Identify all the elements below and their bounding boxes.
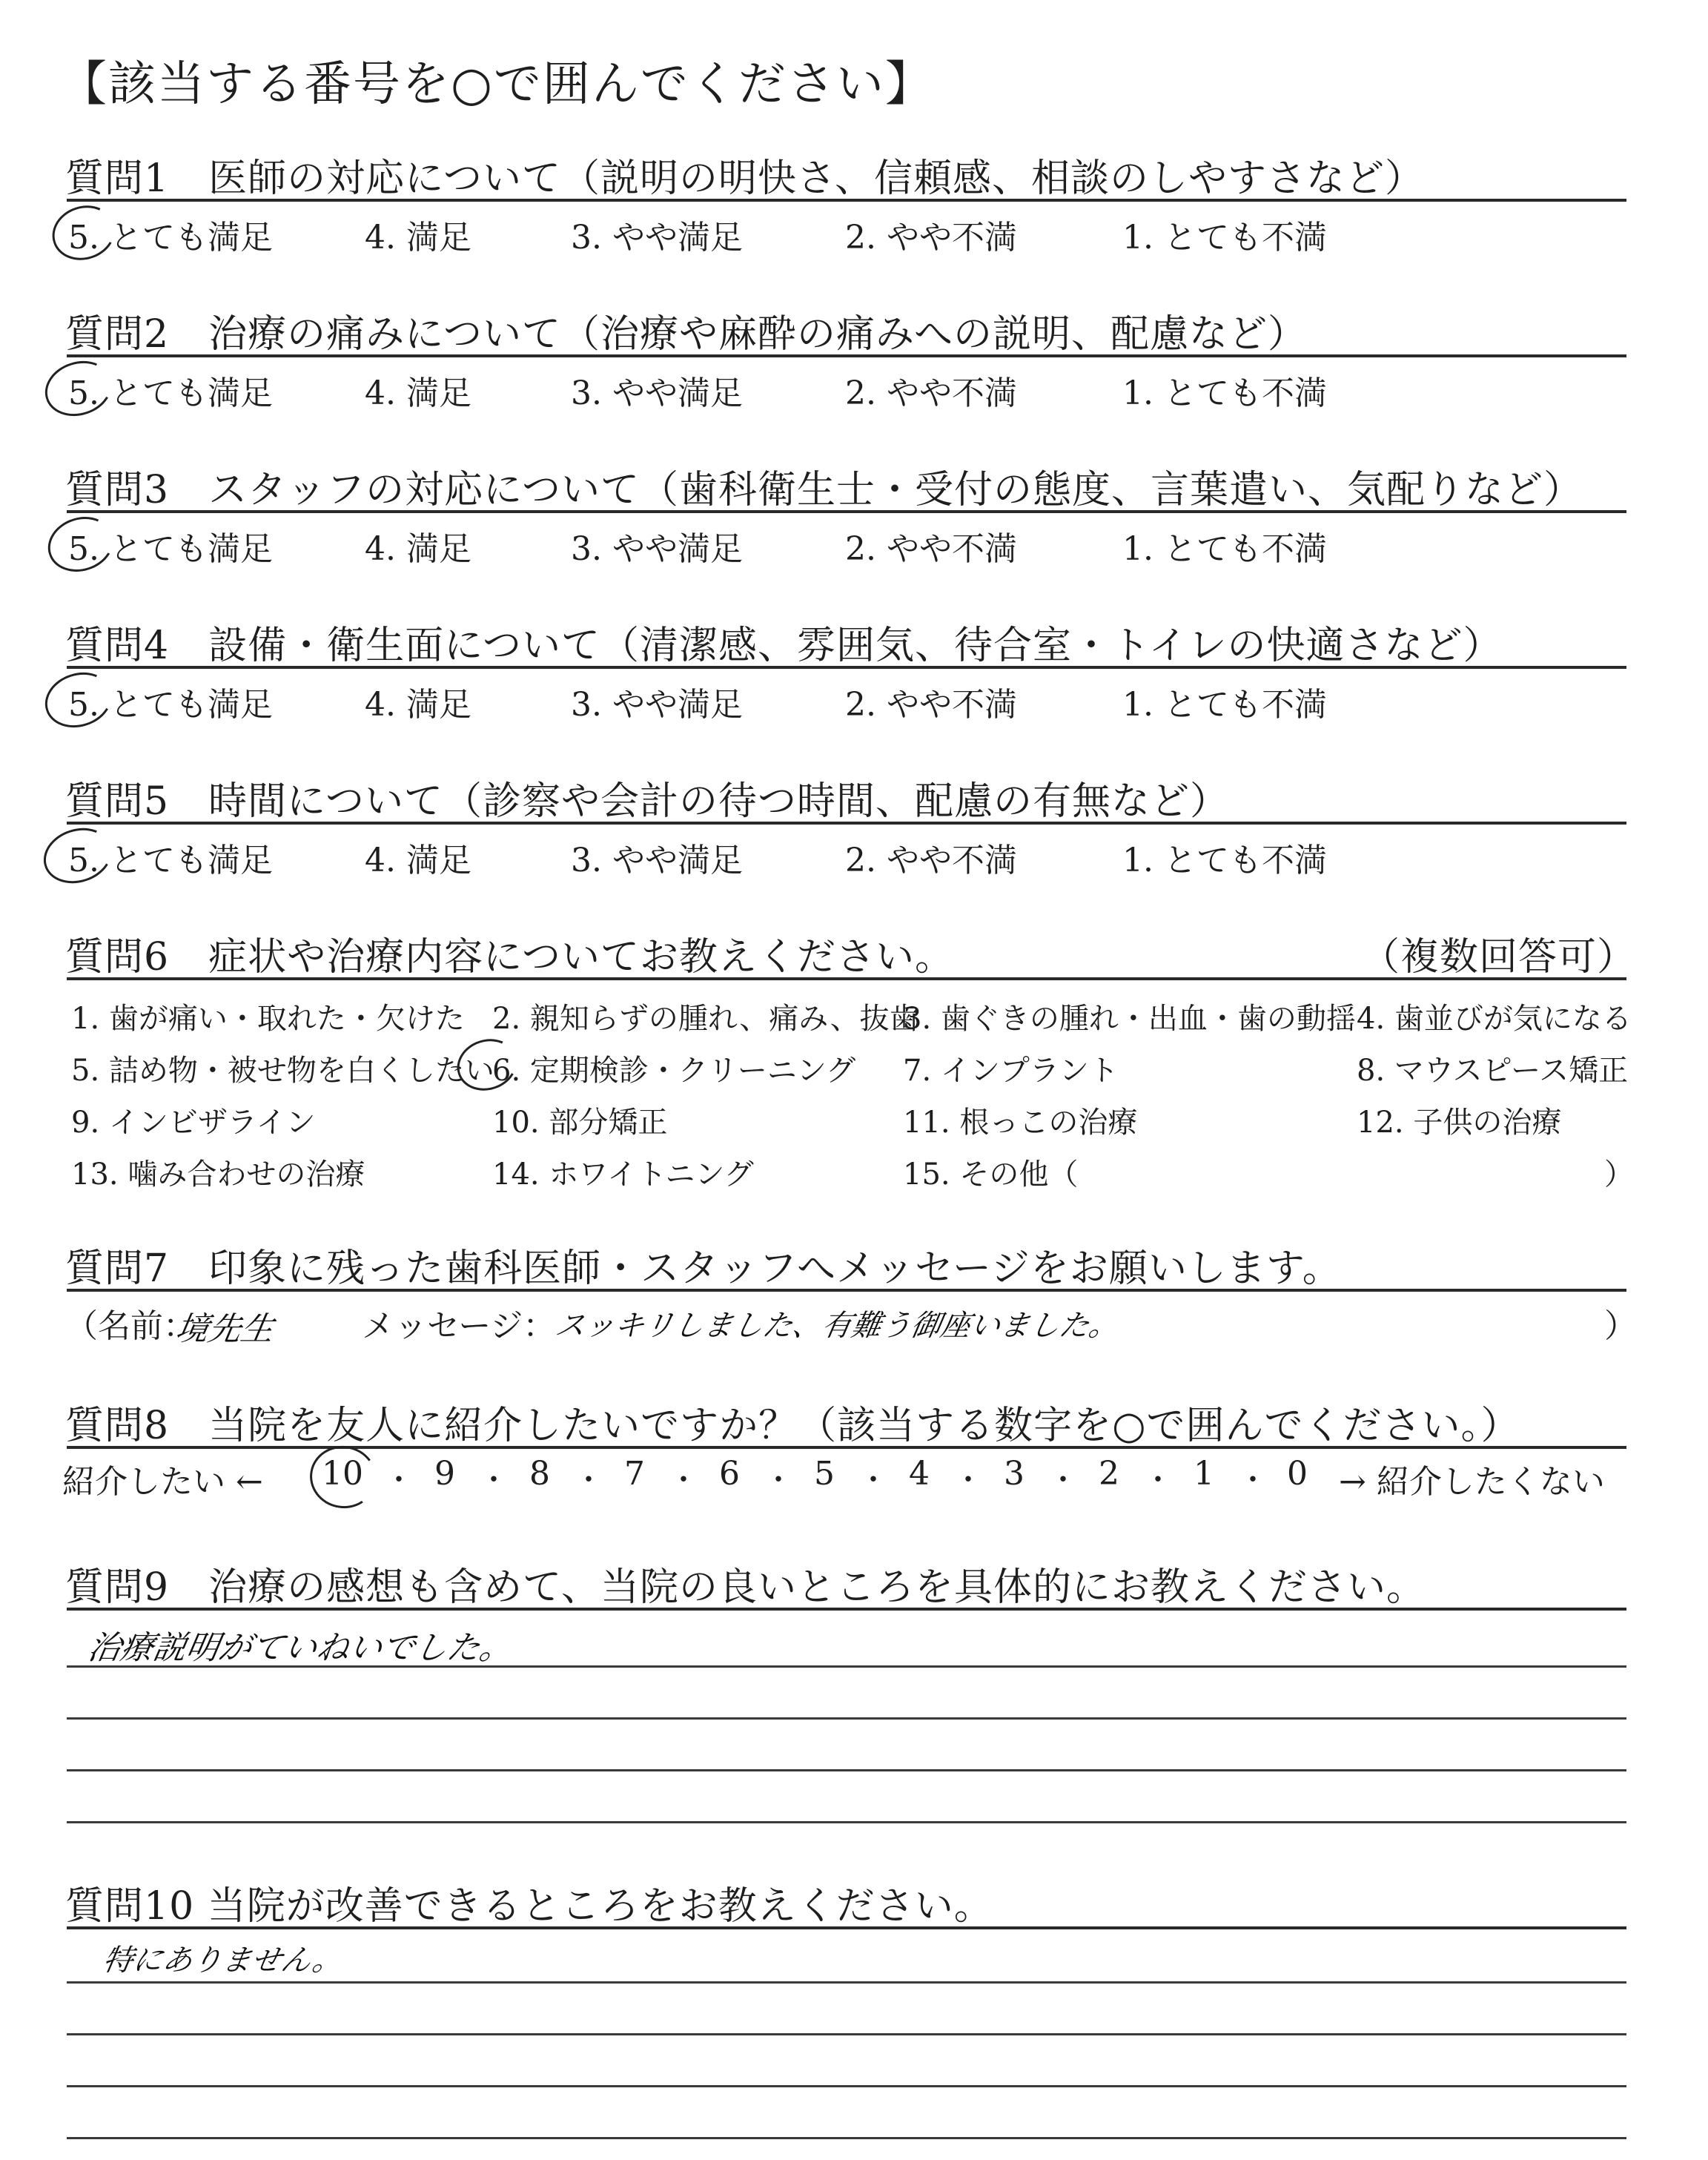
q3-option-1[interactable]: 1. とても不満	[1122, 530, 1327, 568]
scale-separator: ・	[479, 1463, 509, 1497]
instruction-header: 【該当する番号を○で囲んでください】	[59, 57, 934, 112]
question-10-rule	[67, 1926, 1626, 1929]
scale-separator: ・	[1143, 1463, 1173, 1497]
question-5-title: 質問5 時間について（診察や会計の待つ時間、配慮の有無など）	[65, 779, 1230, 824]
scale-separator: ・	[953, 1463, 983, 1497]
q7-close-paren: ）	[1604, 1307, 1637, 1345]
question-6-note: （複数回答可）	[1361, 935, 1637, 980]
q6-item-9[interactable]: 9. インビザライン	[71, 1106, 316, 1140]
q6-item-3[interactable]: 3. 歯ぐきの腫れ・出血・歯の動揺	[903, 1002, 1356, 1036]
answer-line	[67, 1717, 1626, 1720]
q6-item-11[interactable]: 11. 根っこの治療	[903, 1106, 1138, 1140]
q5-option-3[interactable]: 3. やや満足	[571, 842, 743, 879]
q1-option-4[interactable]: 4. 満足	[365, 219, 471, 257]
q9-answer[interactable]: 治療説明がていねいでした。	[85, 1629, 516, 1667]
q1-option-2[interactable]: 2. やや不満	[845, 219, 1017, 257]
answer-line	[67, 2137, 1626, 2139]
q6-item-2[interactable]: 2. 親知らずの腫れ、痛み、抜歯	[492, 1002, 919, 1036]
scale-6[interactable]: 6	[719, 1455, 740, 1493]
message-value[interactable]: スッキリしました、有難う御座いました。	[552, 1309, 1122, 1343]
q6-item-15-close: ）	[1604, 1157, 1634, 1192]
q3-option-2[interactable]: 2. やや不満	[845, 530, 1017, 568]
scale-separator: ・	[764, 1463, 793, 1497]
q4-option-5[interactable]: 5. とても満足	[68, 686, 273, 724]
scale-10[interactable]: 10	[322, 1455, 363, 1493]
q6-item-8[interactable]: 8. マウスピース矯正	[1357, 1054, 1629, 1088]
q2-option-1[interactable]: 1. とても不満	[1122, 374, 1327, 412]
question-3-title: 質問3 スタッフの対応について（歯科衛生士・受付の態度、言葉遣い、気配りなど）	[65, 468, 1583, 512]
scale-7[interactable]: 7	[624, 1455, 645, 1493]
question-9-title: 質問9 治療の感想も含めて、当院の良いところを具体的にお教えください。	[65, 1565, 1426, 1610]
question-4-title: 質問4 設備・衛生面について（清潔感、雰囲気、待合室・トイレの快適さなど）	[65, 624, 1503, 668]
answer-line	[67, 1769, 1626, 1771]
name-label: （名前：	[65, 1307, 196, 1345]
q2-option-2[interactable]: 2. やや不満	[845, 374, 1017, 412]
scale-separator: ・	[574, 1463, 603, 1497]
scale-9[interactable]: 9	[434, 1455, 455, 1493]
answer-line	[67, 1981, 1626, 1984]
q2-option-3[interactable]: 3. やや満足	[571, 374, 743, 412]
q6-item-7[interactable]: 7. インプラント	[903, 1054, 1119, 1088]
q2-option-5[interactable]: 5. とても満足	[68, 374, 273, 412]
scale-separator: ・	[1048, 1463, 1078, 1497]
answer-line	[67, 1665, 1626, 1668]
scale-separator: ・	[669, 1463, 698, 1497]
question-5-rule	[67, 822, 1626, 825]
answer-line	[67, 1821, 1626, 1823]
q4-option-2[interactable]: 2. やや不満	[845, 686, 1017, 724]
q1-option-1[interactable]: 1. とても不満	[1122, 219, 1327, 257]
scale-8[interactable]: 8	[529, 1455, 550, 1493]
q4-option-3[interactable]: 3. やや満足	[571, 686, 743, 724]
q4-option-1[interactable]: 1. とても不満	[1122, 686, 1327, 724]
scale-3[interactable]: 3	[1004, 1455, 1025, 1493]
q6-item-14[interactable]: 14. ホワイトニング	[492, 1157, 754, 1192]
question-7-rule	[67, 1289, 1626, 1292]
q6-item-10[interactable]: 10. 部分矯正	[492, 1106, 668, 1140]
scale-separator: ・	[1238, 1463, 1268, 1497]
q6-item-12[interactable]: 12. 子供の治療	[1357, 1106, 1562, 1140]
q2-option-4[interactable]: 4. 満足	[365, 374, 471, 412]
q6-item-1[interactable]: 1. 歯が痛い・取れた・欠けた	[71, 1002, 465, 1036]
question-10-title: 質問10 当院が改善できるところをお教えください。	[65, 1884, 993, 1929]
q1-option-5[interactable]: 5. とても満足	[68, 219, 273, 257]
q3-option-4[interactable]: 4. 満足	[365, 530, 471, 568]
q6-item-5[interactable]: 5. 詰め物・被せ物を白くしたい	[71, 1054, 494, 1088]
message-label: メッセージ：	[362, 1307, 556, 1345]
q5-option-4[interactable]: 4. 満足	[365, 842, 471, 879]
question-3-rule	[67, 510, 1626, 513]
q1-option-3[interactable]: 3. やや満足	[571, 219, 743, 257]
q6-item-4[interactable]: 4. 歯並びが気になる	[1357, 1002, 1632, 1036]
q4-option-4[interactable]: 4. 満足	[365, 686, 471, 724]
question-2-rule	[67, 354, 1626, 357]
scale-5[interactable]: 5	[814, 1455, 835, 1493]
q6-item-6[interactable]: 6. 定期検診・クリーニング	[492, 1054, 856, 1088]
q5-option-5[interactable]: 5. とても満足	[68, 842, 273, 879]
recommend-left-label: 紹介したい ←	[62, 1463, 263, 1501]
answer-line	[67, 2033, 1626, 2035]
q3-option-3[interactable]: 3. やや満足	[571, 530, 743, 568]
q3-option-5[interactable]: 5. とても満足	[68, 530, 273, 568]
recommend-right-label: → 紹介したくない	[1339, 1463, 1605, 1501]
scale-1[interactable]: 1	[1194, 1455, 1214, 1493]
question-7-title: 質問7 印象に残った歯科医師・スタッフへメッセージをお願いします。	[65, 1246, 1342, 1291]
question-1-title: 質問1 医師の対応について（説明の明快さ、信頼感、相談のしやすさなど）	[65, 156, 1424, 201]
scale-separator: ・	[384, 1463, 414, 1497]
scale-0[interactable]: 0	[1287, 1455, 1308, 1493]
question-1-rule	[67, 199, 1626, 202]
q6-item-15[interactable]: 15. その他（	[903, 1157, 1079, 1192]
question-6-title: 質問6 症状や治療内容についてお教えください。	[65, 935, 955, 980]
question-2-title: 質問2 治療の痛みについて（治療や麻酔の痛みへの説明、配慮など）	[65, 312, 1308, 357]
question-6-rule	[67, 977, 1626, 980]
scale-4[interactable]: 4	[909, 1455, 930, 1493]
scale-separator: ・	[858, 1463, 888, 1497]
q10-answer[interactable]: 特にありません。	[100, 1943, 345, 1978]
q6-item-13[interactable]: 13. 噛み合わせの治療	[71, 1157, 365, 1192]
name-value[interactable]: 境先生	[172, 1310, 277, 1348]
question-8-title: 質問8 当院を友人に紹介したいですか？（該当する数字を○で囲んでください。）	[65, 1404, 1520, 1448]
question-4-rule	[67, 666, 1626, 669]
q5-option-1[interactable]: 1. とても不満	[1122, 842, 1327, 879]
question-9-rule	[67, 1608, 1626, 1611]
scale-2[interactable]: 2	[1099, 1455, 1119, 1493]
q5-option-2[interactable]: 2. やや不満	[845, 842, 1017, 879]
question-8-rule	[67, 1446, 1626, 1449]
answer-line	[67, 2085, 1626, 2087]
